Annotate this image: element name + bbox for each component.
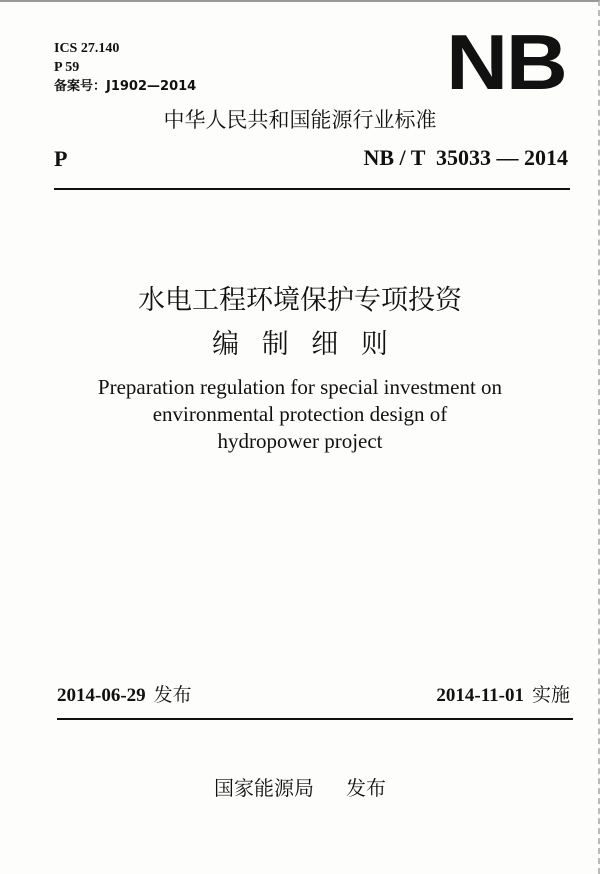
- organization-standard: 中华人民共和国能源行业标准: [163, 108, 437, 132]
- bottom-divider: [57, 718, 573, 720]
- nb-logo: NB: [446, 18, 566, 106]
- title-en-line1: Preparation regulation for special investment on: [97, 375, 503, 399]
- effective-label: 实施: [531, 684, 570, 706]
- top-divider: [54, 188, 570, 190]
- classification: P: [54, 146, 68, 171]
- effective-date-block: [436, 680, 570, 707]
- standard-code: NB / T 35033 — 2014: [363, 145, 568, 170]
- issue-label: 发布: [153, 684, 192, 706]
- publisher: [0, 772, 600, 801]
- ics-number: ICS 27.140: [54, 41, 120, 56]
- publisher-name: 国家能源局: [214, 776, 314, 800]
- effective-date: 2014-11-01: [436, 685, 524, 706]
- ccs-number: P 59: [54, 60, 80, 75]
- issue-date-block: [57, 680, 192, 707]
- title-cn-line1: 水电工程环境保护专项投资: [138, 285, 462, 316]
- title-cn-line2: 编 制 细 则: [212, 329, 388, 360]
- publisher-label: 发布: [346, 776, 386, 800]
- title-en-line3: hydropower project: [217, 429, 383, 453]
- record-number: 备案号：J1902—2014: [54, 79, 197, 94]
- title-en-line2: environmental protection design of: [152, 402, 448, 426]
- issue-date: 2014-06-29: [57, 685, 146, 706]
